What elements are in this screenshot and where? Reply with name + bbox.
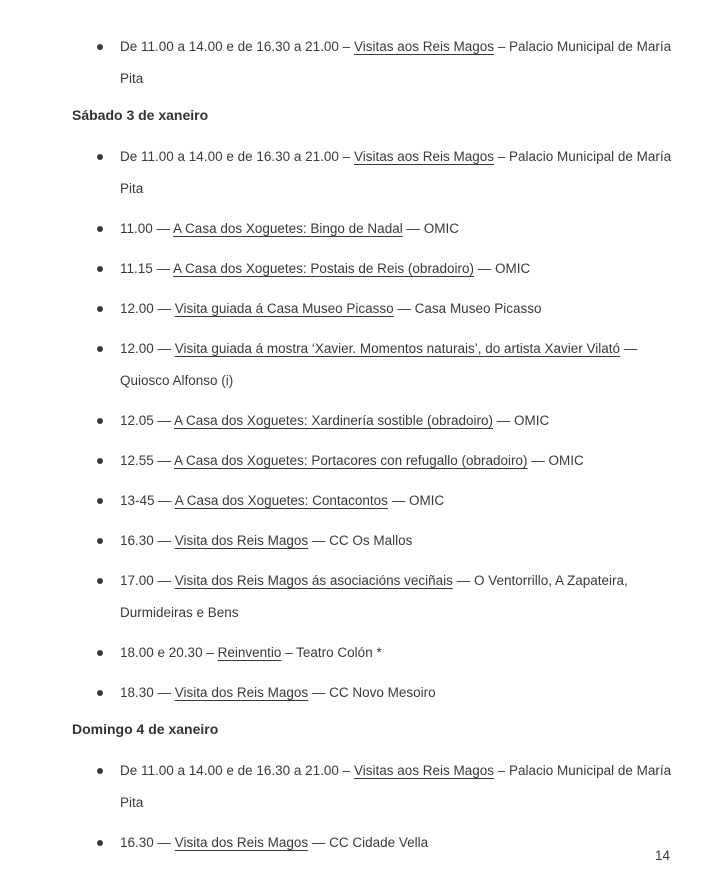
event-link[interactable]: Visitas aos Reis Magos xyxy=(353,149,495,164)
event-text-pre: De 11.00 a 14.00 e de 16.30 a 21.00 – xyxy=(120,763,354,778)
event-text-pre: 18.00 e 20.30 – xyxy=(120,645,218,660)
event-link[interactable]: A Casa dos Xoguetes: Postais de Reis (obradoiro) xyxy=(173,261,474,276)
event-text-post: — OMIC xyxy=(473,261,531,276)
event-item xyxy=(120,755,675,819)
event-text-post: — OMIC xyxy=(527,453,584,468)
event-text-pre: 12.55 — xyxy=(120,453,175,468)
event-item xyxy=(120,253,675,285)
event-text-post: — Casa Museo Picasso xyxy=(393,301,542,316)
bullet-icon xyxy=(97,346,103,352)
event-link[interactable]: Reinventio xyxy=(217,645,282,660)
bullet-icon xyxy=(97,498,103,504)
event-link[interactable]: Visita dos Reis Magos xyxy=(174,685,309,700)
event-text-post: — CC Novo Mesoiro xyxy=(308,685,436,700)
event-link[interactable]: Visita dos Reis Magos xyxy=(174,835,309,850)
bullet-icon xyxy=(97,306,103,312)
event-text-post: — Quiosco Alfonso (i) xyxy=(120,341,638,388)
section-heading-sabado: Sábado 3 de xaneiro xyxy=(72,107,209,123)
event-text-post: – Palacio Municipal de María Pita xyxy=(120,763,672,810)
event-link[interactable]: Visita dos Reis Magos xyxy=(174,533,309,548)
event-text-pre: 12.00 — xyxy=(120,341,175,356)
event-item xyxy=(120,677,675,709)
event-text-pre: De 11.00 a 14.00 e de 16.30 a 21.00 – xyxy=(120,39,354,54)
bullet-icon xyxy=(97,44,103,50)
event-text-post: — O Ventorrillo, A Zapateira, Durmideiras e Bens xyxy=(120,573,628,620)
event-link[interactable]: A Casa dos Xoguetes: Contacontos xyxy=(174,493,388,508)
event-item xyxy=(120,333,675,397)
event-text-post: — OMIC xyxy=(492,413,550,428)
event-text-pre: De 11.00 a 14.00 e de 16.30 a 21.00 – xyxy=(120,149,354,164)
bullet-icon xyxy=(97,226,103,232)
event-item xyxy=(120,827,675,859)
bullet-icon xyxy=(97,154,103,160)
event-text-post: – Palacio Municipal de María Pita xyxy=(120,39,672,86)
event-item xyxy=(120,565,675,629)
bullet-icon xyxy=(97,768,103,774)
event-text-pre: 11.00 — xyxy=(120,221,174,236)
event-item xyxy=(120,213,675,245)
event-list xyxy=(72,141,675,709)
event-text-post: — CC Cidade Vella xyxy=(308,835,429,850)
event-link[interactable]: Visita dos Reis Magos ás asociacións veciñais xyxy=(174,573,453,588)
event-text-pre: 12.00 — xyxy=(120,301,175,316)
event-text-pre: 12.05 — xyxy=(120,413,175,428)
event-text-post: – Palacio Municipal de María Pita xyxy=(120,149,672,196)
event-item xyxy=(120,445,675,477)
event-link[interactable]: Visita guiada á Casa Museo Picasso xyxy=(174,301,394,316)
bullet-icon xyxy=(97,690,103,696)
event-item xyxy=(120,31,675,95)
event-item xyxy=(120,637,675,669)
event-item xyxy=(120,485,675,517)
bullet-icon xyxy=(97,418,103,424)
event-link[interactable]: A Casa dos Xoguetes: Bingo de Nadal xyxy=(173,221,403,236)
bullet-icon xyxy=(97,538,103,544)
event-text-pre: 16.30 — xyxy=(120,835,175,850)
event-link[interactable]: A Casa dos Xoguetes: Portacores con refugallo (obradoiro) xyxy=(174,453,528,468)
section-heading-domingo: Domingo 4 de xaneiro xyxy=(72,721,219,737)
event-text-pre: 16.30 — xyxy=(120,533,175,548)
bullet-icon xyxy=(97,458,103,464)
event-text-pre: 11.15 — xyxy=(120,261,174,276)
event-link[interactable]: Visita guiada á mostra ‘Xavier. Momentos naturais’, do artista Xavier Vilató xyxy=(174,341,621,356)
bullet-icon xyxy=(97,650,103,656)
event-text-pre: 18.30 — xyxy=(120,685,175,700)
event-item xyxy=(120,141,675,205)
event-text-pre: 13-45 — xyxy=(120,493,175,508)
event-list xyxy=(72,755,675,859)
event-item xyxy=(120,293,675,325)
event-text-post: — CC Os Mallos xyxy=(308,533,413,548)
event-link[interactable]: Visitas aos Reis Magos xyxy=(353,763,495,778)
event-text-post: — OMIC xyxy=(387,493,445,508)
event-link[interactable]: A Casa dos Xoguetes: Xardinería sostible (obradoiro) xyxy=(174,413,493,428)
event-text-pre: 17.00 — xyxy=(120,573,175,588)
event-item xyxy=(120,525,675,557)
event-text-post: — OMIC xyxy=(402,221,459,236)
event-text-post: – Teatro Colón * xyxy=(281,645,382,660)
bullet-icon xyxy=(97,578,103,584)
event-list xyxy=(72,31,675,95)
page-number: 14 xyxy=(654,848,670,863)
bullet-icon xyxy=(97,840,103,846)
event-link[interactable]: Visitas aos Reis Magos xyxy=(353,39,495,54)
event-item xyxy=(120,405,675,437)
bullet-icon xyxy=(97,266,103,272)
